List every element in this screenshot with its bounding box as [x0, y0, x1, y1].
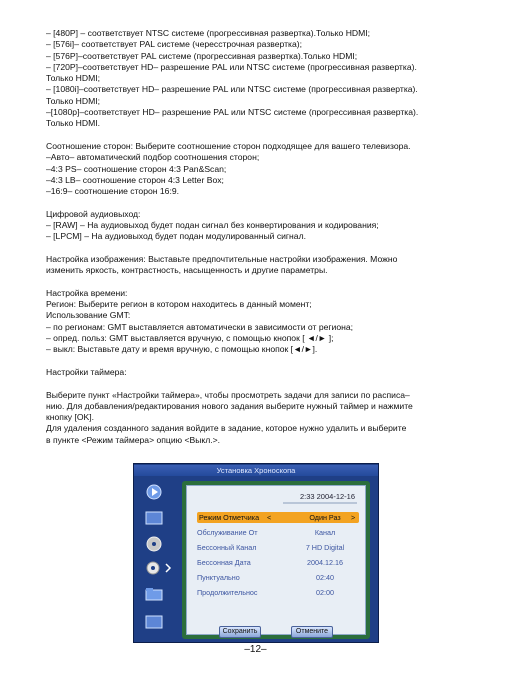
text-line: –4:3 LB– соотношение сторон 4:3 Letter Box; — [46, 174, 224, 185]
text-line: Регион: Выберите регион в котором находитесь в данный момент; — [46, 299, 312, 310]
picture-icon — [144, 510, 164, 526]
disc-icon — [144, 536, 164, 552]
arrow-right-icon[interactable]: > — [351, 513, 356, 522]
text-line: – [1080i]–соответствует HD– разрешение PAL или NTSC системе (прогрессивная развертка). — [46, 84, 418, 95]
text-line: – [576i]– соответствует PAL системе (чересстрочная развертка); — [46, 39, 303, 50]
row-label: Режим Отметчика — [199, 513, 260, 522]
text-line: Соотношение сторон: Выберите соотношение сторон подходящее для вашего телевизора. — [46, 140, 411, 151]
row-service-type[interactable] — [197, 527, 359, 538]
text-line: –[1080p]–соответствует HD– разрешение PAL или NTSC системе (прогрессивная развертка). — [46, 107, 419, 118]
row-value: 7 HD Digital — [305, 543, 345, 552]
text-line: – опред. польз: GMT выставляется вручную, с помощью кнопок [ ◄/► ]; — [46, 333, 334, 344]
save-button[interactable]: Сохранить — [219, 626, 261, 638]
text-line: Для удаления созданного задания войдите в задание, которое нужно удалить и выберите — [46, 423, 407, 434]
timer-settings-panel — [182, 481, 370, 639]
text-line: –Авто– автоматический подбор соотношения сторон; — [46, 152, 260, 163]
row-value: Один Раз — [309, 513, 341, 522]
text-line: –16:9– соотношение сторон 16:9. — [46, 186, 180, 197]
folder-icon — [144, 586, 164, 602]
row-channel[interactable] — [197, 542, 359, 553]
text-block — [46, 28, 486, 446]
menu-title: Установка Хроноскопа — [134, 465, 378, 476]
row-value: 02:00 — [316, 588, 334, 597]
text-line: – [480P] – соответствует NTSC системе (прогрессивная развертка).Только HDMI; — [46, 28, 371, 38]
text-line: нию. Для добавления/редактирования нового задания выберите нужный таймер и нажмите — [46, 400, 413, 411]
row-label: Бессонный Канал — [197, 543, 257, 552]
row-label: Пунктуально — [197, 573, 240, 582]
text-line: – [720P]–соответствует HD– разрешение PAL или NTSC системе (прогрессивная развертка). — [46, 61, 417, 72]
text-line: Только HDMI; — [46, 73, 101, 84]
row-date[interactable] — [197, 557, 359, 568]
clock-readout: 2:33 2004-12-16 — [299, 492, 355, 501]
text-line: – [LPCM] – На аудиовыход будет подан модулированный сигнал. — [46, 231, 306, 242]
text-line: Настройка изображения: Выставьте предпочтительные настройки изображения. Можно — [46, 253, 398, 264]
list-icon — [144, 614, 164, 630]
menu-screenshot — [133, 463, 379, 643]
cancel-button[interactable]: Отмените — [291, 626, 333, 638]
row-start-time[interactable] — [197, 572, 359, 583]
row-value: Канал — [314, 528, 336, 537]
text-line: Использование GMT: — [46, 310, 131, 321]
page-number: –12– — [244, 644, 267, 655]
text-line: Настройка времени: — [46, 287, 128, 298]
text-line: –4:3 PS– соотношение сторон 4:3 Pan&Scan; — [46, 163, 227, 174]
row-label: Продолжительнос — [197, 588, 258, 597]
row-timer-mode[interactable] — [197, 512, 359, 523]
play-icon — [144, 484, 164, 500]
row-label: Обслуживание От — [197, 528, 258, 537]
text-line: – выкл: Выставьте дату и время вручную, с помощью кнопок [◄/►]. — [46, 344, 318, 355]
text-line: кнопку [OK]. — [46, 412, 95, 423]
clock-divider — [283, 502, 357, 504]
text-line: изменить яркость, контрастность, насыщенность и другие параметры. — [46, 265, 328, 276]
text-line: Только HDMI; — [46, 95, 101, 106]
gear-icon — [144, 560, 174, 576]
arrow-left-icon[interactable]: < — [267, 513, 272, 522]
row-duration[interactable] — [197, 587, 359, 598]
timer-settings-inner — [186, 485, 366, 635]
row-value: 2004.12.16 — [307, 558, 343, 567]
menu-sidebar — [140, 480, 180, 638]
text-line: Цифровой аудиовыход: — [46, 208, 141, 219]
row-label: Бессонная Дата — [197, 558, 251, 567]
text-line: – по регионам: GMT выставляется автоматически в зависимости от региона; — [46, 321, 354, 332]
text-line: Только HDMI. — [46, 118, 101, 129]
row-value: 02:40 — [316, 573, 334, 582]
text-line: – [RAW] – На аудиовыход будет подан сигнал без конвертирования и кодирования; — [46, 220, 379, 231]
text-line: Выберите пункт «Настройки таймера», чтобы просмотреть задачи для записи по расписа– — [46, 389, 410, 400]
text-line: Настройки таймера: — [46, 366, 127, 377]
text-line: в пункте <Режим таймера> опцию <Выкл.>. — [46, 434, 221, 445]
text-line: – [576P]–соответствует PAL системе (прогрессивная развертка).Только HDMI; — [46, 50, 358, 61]
